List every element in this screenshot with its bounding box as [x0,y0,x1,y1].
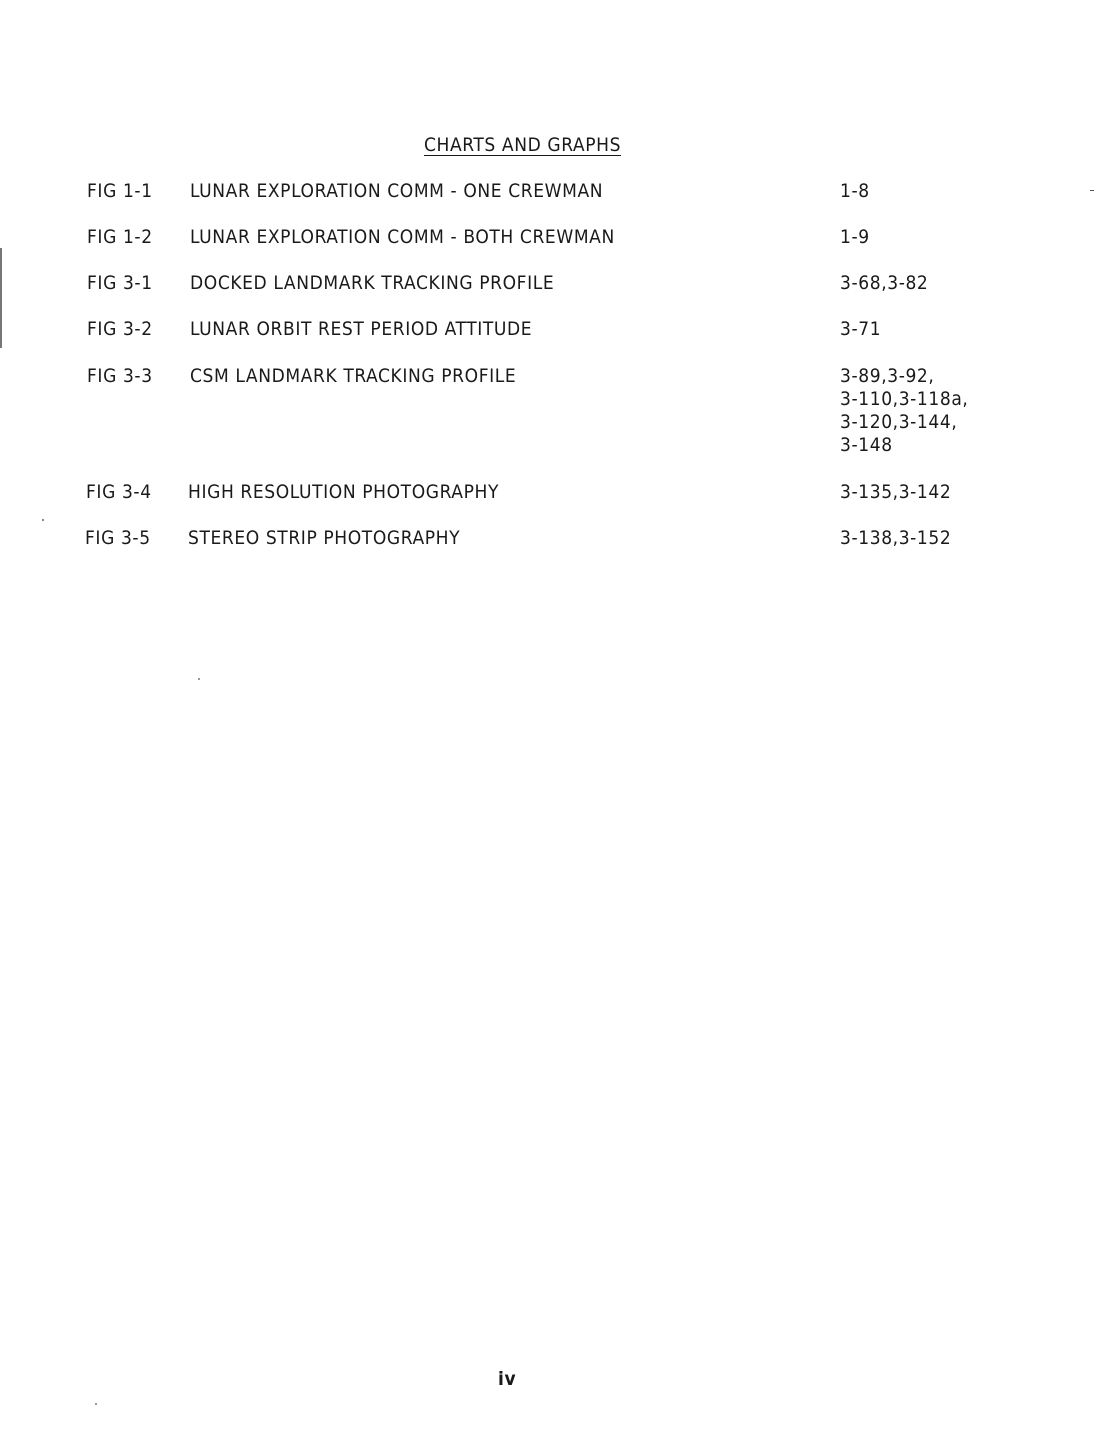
scan-speck [95,1403,97,1405]
page-reference: 3-68,3-82 [840,272,929,294]
scan-speck [1090,190,1094,191]
page-reference: 3-148 [840,434,893,456]
section-heading: CHARTS AND GRAPHS [424,134,622,156]
page-reference: 3-135,3-142 [840,481,952,503]
figure-title: LUNAR ORBIT REST PERIOD ATTITUDE [190,318,533,340]
figure-number: FIG 3-5 [85,527,151,549]
figure-pages [840,365,968,457]
figure-entry [0,180,1119,204]
figure-title: CSM LANDMARK TRACKING PROFILE [190,365,517,387]
page-reference: 3-120,3-144, [840,411,958,433]
figure-entry [0,318,1119,342]
figure-pages [840,226,870,249]
page-reference: 1-8 [840,180,870,202]
figure-pages [840,527,951,550]
scan-speck [42,519,44,521]
page-reference: 3-71 [840,318,882,340]
figure-pages [840,180,870,203]
figure-number: FIG 3-4 [86,481,152,503]
figure-entry [0,527,1119,551]
page-reference: 3-138,3-152 [840,527,952,549]
figure-number: FIG 3-2 [87,318,153,340]
scan-speck [198,678,200,680]
page-reference: 3-89,3-92, [840,365,935,387]
figure-pages [840,481,951,504]
figure-pages [840,272,928,295]
figure-title: HIGH RESOLUTION PHOTOGRAPHY [188,481,499,503]
page-reference: 3-110,3-118a, [840,388,969,410]
figure-title: LUNAR EXPLORATION COMM - BOTH CREWMAN [190,226,615,248]
figure-entry [0,365,1119,456]
figure-pages [840,318,881,341]
figure-number: FIG 1-1 [87,180,153,202]
figure-number: FIG 1-2 [87,226,153,248]
figure-title: DOCKED LANDMARK TRACKING PROFILE [190,272,555,294]
figure-number: FIG 3-3 [87,365,153,387]
figure-entry [0,481,1119,505]
scan-edge-mark [0,248,2,348]
figure-title: LUNAR EXPLORATION COMM - ONE CREWMAN [190,180,604,202]
page-number: iv [498,1368,517,1390]
figure-number: FIG 3-1 [87,272,153,294]
figure-entry [0,272,1119,296]
figure-title: STEREO STRIP PHOTOGRAPHY [188,527,461,549]
page-reference: 1-9 [840,226,870,248]
figure-entry [0,226,1119,250]
